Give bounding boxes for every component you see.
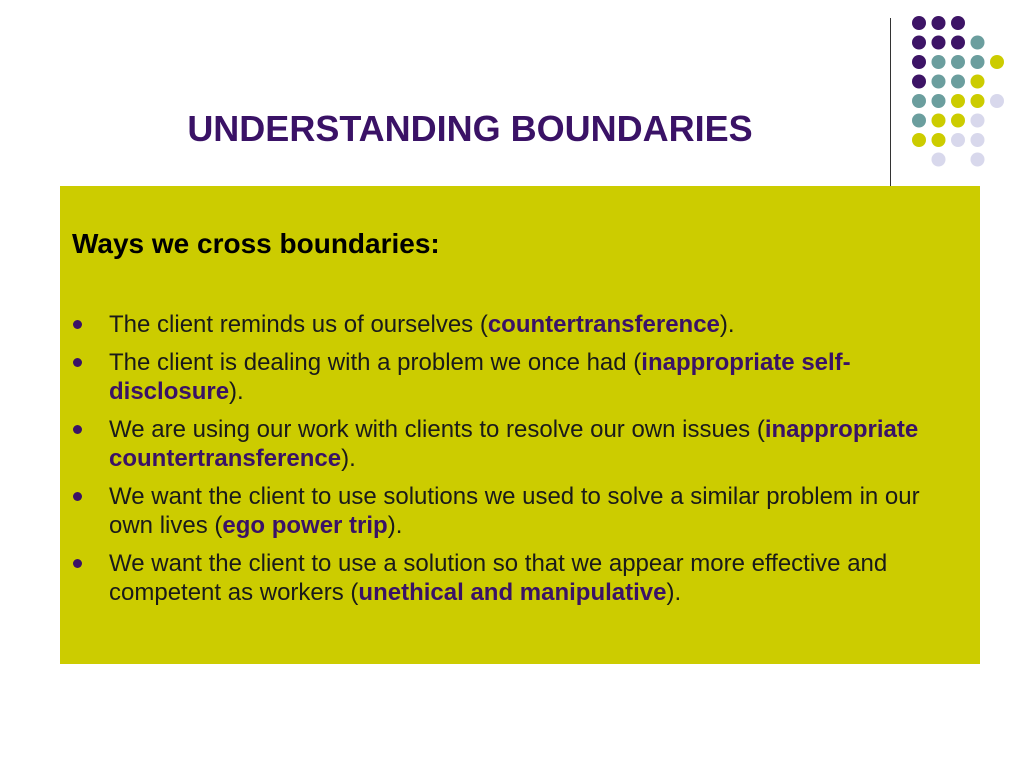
bullet-list xyxy=(60,310,960,616)
decorative-dot xyxy=(932,133,946,147)
bullet-term: unethical and manipulative xyxy=(358,579,667,606)
bullet-text-end: ). xyxy=(387,512,403,539)
decorative-dot xyxy=(932,153,946,167)
decorative-dot xyxy=(971,55,985,69)
decorative-dot-grid xyxy=(0,0,1024,200)
bullet-item xyxy=(60,549,960,607)
decorative-dot xyxy=(971,133,985,147)
bullet-dot-icon xyxy=(73,425,82,434)
bullet-item xyxy=(60,310,960,339)
subheading: Ways we cross boundaries: xyxy=(72,228,440,259)
bullet-text-end: ). xyxy=(229,378,244,405)
decorative-dot xyxy=(951,133,965,147)
bullet-dot-icon xyxy=(73,559,82,568)
decorative-dot xyxy=(971,75,985,89)
decorative-dot xyxy=(912,94,926,108)
bullet-dot-icon xyxy=(73,492,82,501)
decorative-dot xyxy=(912,75,926,89)
bullet-text-end: ). xyxy=(666,579,682,606)
decorative-dot xyxy=(912,16,926,30)
decorative-dot xyxy=(990,55,1004,69)
vertical-divider-line xyxy=(890,18,891,186)
decorative-dot xyxy=(932,94,946,108)
decorative-dot xyxy=(912,114,926,128)
decorative-dot xyxy=(932,75,946,89)
bullet-item xyxy=(60,482,960,540)
bullet-text: We want the client to use a solution so that we appear more effective and competent as workers ( xyxy=(109,550,888,606)
bullet-text: We want the client to use solutions we used to solve a similar problem in our own lives ( xyxy=(109,483,920,539)
bullet-text: The client reminds us of ourselves ( xyxy=(109,311,488,338)
decorative-dot xyxy=(971,94,985,108)
decorative-dot xyxy=(912,55,926,69)
bullet-dot-icon xyxy=(73,358,82,367)
decorative-dot xyxy=(971,114,985,128)
decorative-dot xyxy=(932,36,946,50)
decorative-dot xyxy=(932,114,946,128)
decorative-dot xyxy=(971,36,985,50)
bullet-term: inappropriate self-disclosure xyxy=(109,349,851,405)
bullet-item xyxy=(60,348,960,406)
decorative-dot xyxy=(912,36,926,50)
content-panel xyxy=(60,186,980,664)
decorative-dot xyxy=(951,16,965,30)
decorative-dot xyxy=(912,133,926,147)
decorative-dot xyxy=(951,55,965,69)
bullet-term: countertransference xyxy=(487,311,720,338)
decorative-dot xyxy=(951,75,965,89)
bullet-text: We are using our work with clients to resolve our own issues ( xyxy=(109,416,765,443)
bullet-item xyxy=(60,415,960,473)
bullet-text: The client is dealing with a problem we once had ( xyxy=(109,349,642,376)
decorative-dot xyxy=(951,36,965,50)
decorative-dot xyxy=(990,94,1004,108)
bullet-term: inappropriate countertransference xyxy=(109,416,919,472)
bullet-text-end: ). xyxy=(341,445,356,472)
decorative-dot xyxy=(932,16,946,30)
decorative-dot xyxy=(932,55,946,69)
decorative-dot xyxy=(951,114,965,128)
bullet-text-end: ). xyxy=(719,311,735,338)
decorative-dot xyxy=(951,94,965,108)
slide-title: UNDERSTANDING BOUNDARIES xyxy=(187,108,753,149)
decorative-dot xyxy=(971,153,985,167)
bullet-dot-icon xyxy=(73,320,82,329)
bullet-term: ego power trip xyxy=(222,512,388,539)
